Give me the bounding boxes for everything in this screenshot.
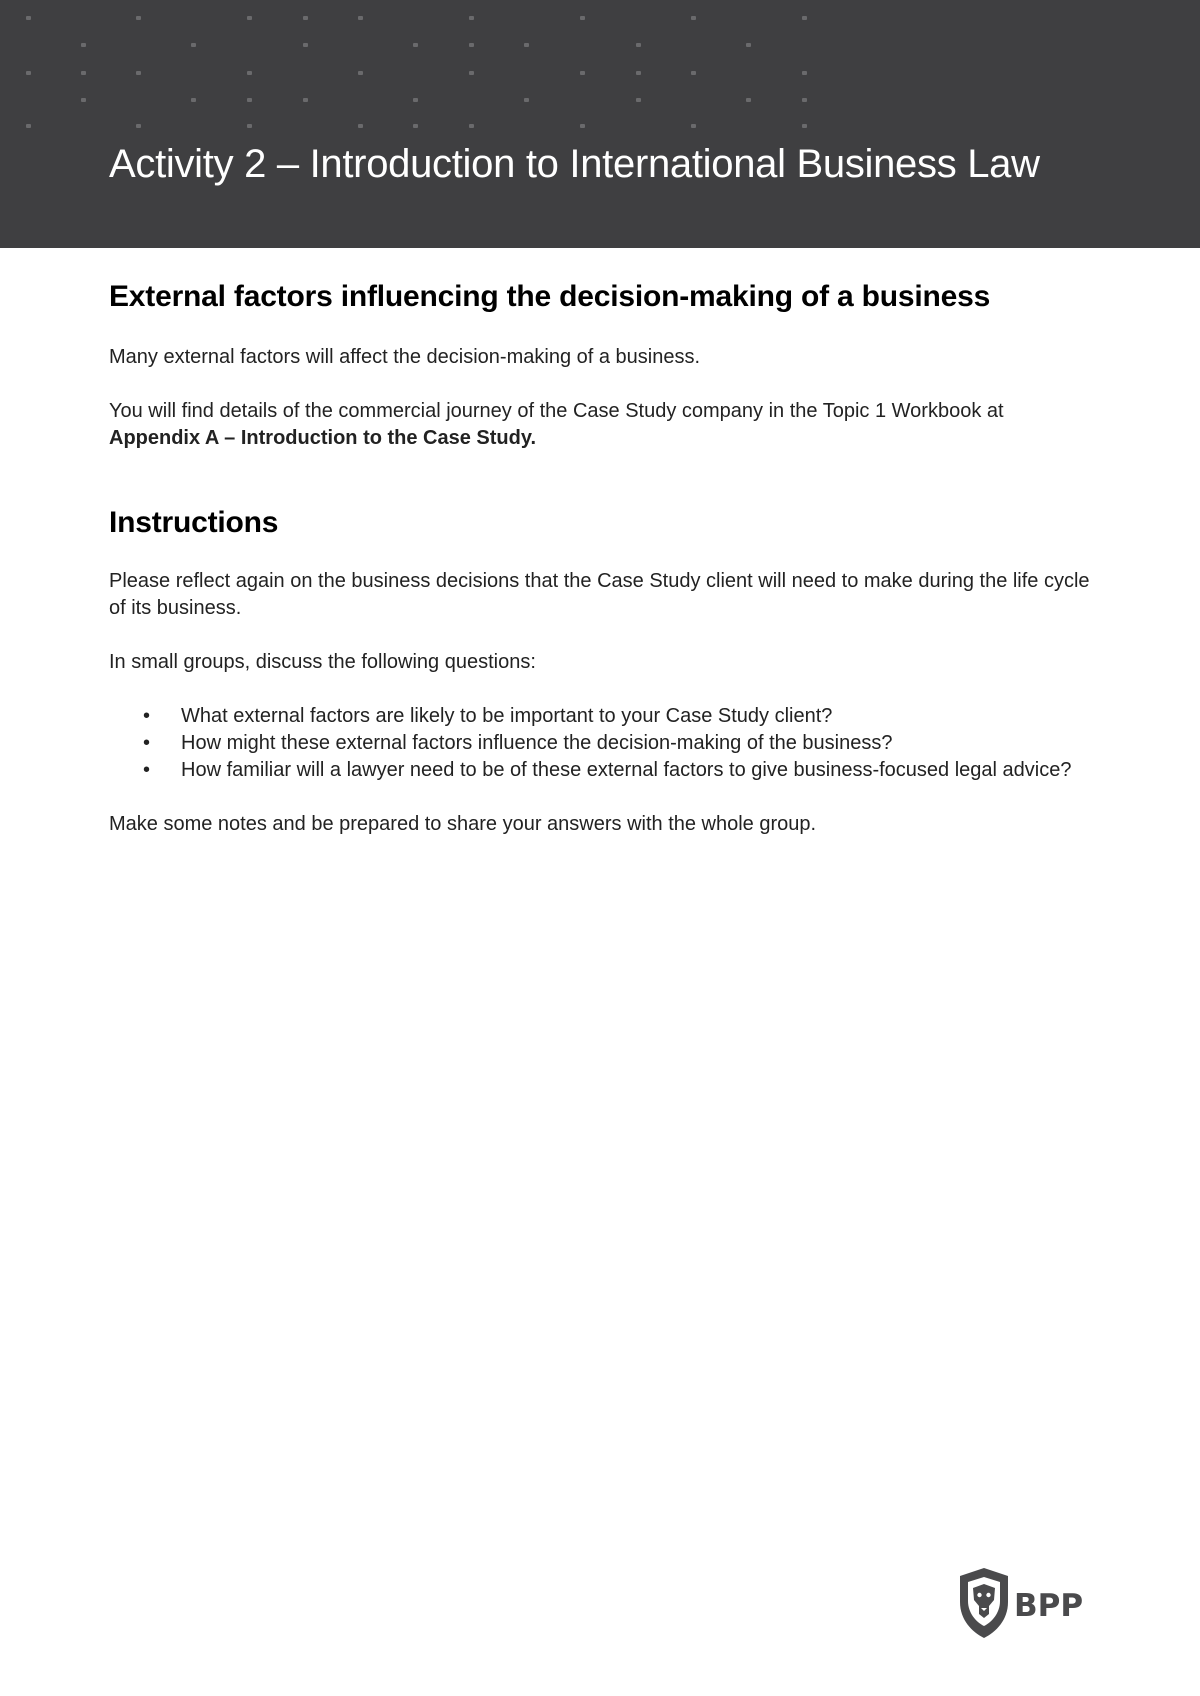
intro-paragraph: Many external factors will affect the decision-making of a business. bbox=[109, 346, 701, 368]
banner-dot bbox=[469, 71, 474, 75]
header-banner bbox=[0, 0, 1200, 248]
banner-dot bbox=[580, 16, 585, 20]
decorative-dot-pattern bbox=[0, 0, 1200, 248]
section-heading: External factors influencing the decision-making of a business bbox=[109, 280, 991, 313]
bpp-logo bbox=[958, 1568, 1094, 1638]
banner-dot bbox=[802, 16, 807, 20]
banner-dot bbox=[636, 43, 641, 47]
question-text: How might these external factors influence the decision-making of the business? bbox=[181, 732, 893, 754]
list-item bbox=[143, 730, 1099, 757]
banner-dot bbox=[358, 124, 363, 128]
banner-dot bbox=[691, 16, 696, 20]
details-paragraph bbox=[109, 398, 1099, 452]
banner-dot bbox=[26, 16, 31, 20]
page-title: Activity 2 – Introduction to International Business Law bbox=[109, 142, 1040, 186]
questions-list bbox=[109, 703, 1099, 784]
banner-dot bbox=[358, 16, 363, 20]
discuss-paragraph: In small groups, discuss the following questions: bbox=[109, 651, 536, 673]
lion-shield-icon bbox=[960, 1568, 1008, 1638]
banner-dot bbox=[636, 98, 641, 102]
appendix-reference: Appendix A – Introduction to the Case Study. bbox=[109, 427, 537, 449]
banner-dot bbox=[81, 43, 86, 47]
banner-dot bbox=[247, 98, 252, 102]
document-body bbox=[109, 280, 1099, 838]
banner-dot bbox=[413, 124, 418, 128]
bullet-icon: • bbox=[143, 759, 151, 781]
banner-dot bbox=[469, 16, 474, 20]
details-text: You will find details of the commercial journey of the Case Study company in the Topic 1 Workbook at bbox=[109, 400, 1004, 422]
logo-wordmark: BPP bbox=[1014, 1588, 1084, 1624]
banner-dot bbox=[136, 16, 141, 20]
banner-dot bbox=[26, 71, 31, 75]
banner-dot bbox=[191, 98, 196, 102]
banner-dot bbox=[303, 98, 308, 102]
banner-dot bbox=[413, 43, 418, 47]
banner-dot bbox=[469, 43, 474, 47]
question-text: What external factors are likely to be important to your Case Study client? bbox=[181, 705, 833, 727]
bullet-icon: • bbox=[143, 705, 151, 727]
banner-dot bbox=[802, 71, 807, 75]
list-item bbox=[143, 703, 1099, 730]
banner-dot bbox=[247, 71, 252, 75]
banner-dot bbox=[580, 124, 585, 128]
banner-dot bbox=[81, 71, 86, 75]
banner-dot bbox=[691, 124, 696, 128]
banner-dot bbox=[247, 124, 252, 128]
banner-dot bbox=[247, 16, 252, 20]
question-text: How familiar will a lawyer need to be of these external factors to give business-focused legal advice? bbox=[181, 759, 1072, 781]
banner-dot bbox=[636, 71, 641, 75]
closing-paragraph: Make some notes and be prepared to share your answers with the whole group. bbox=[109, 813, 817, 835]
banner-dot bbox=[303, 43, 308, 47]
banner-dot bbox=[81, 98, 86, 102]
banner-dot bbox=[303, 16, 308, 20]
banner-dot bbox=[746, 98, 751, 102]
reflect-paragraph: Please reflect again on the business decisions that the Case Study client will need to make during the life cycle of its business. bbox=[109, 570, 1090, 619]
banner-dot bbox=[802, 124, 807, 128]
banner-dot bbox=[746, 43, 751, 47]
bullet-icon: • bbox=[143, 732, 151, 754]
banner-dot bbox=[413, 98, 418, 102]
banner-dot bbox=[524, 43, 529, 47]
banner-dot bbox=[191, 43, 196, 47]
banner-dot bbox=[524, 98, 529, 102]
list-item bbox=[143, 757, 1099, 784]
banner-dot bbox=[136, 71, 141, 75]
banner-dot bbox=[802, 98, 807, 102]
banner-dot bbox=[691, 71, 696, 75]
banner-dot bbox=[26, 124, 31, 128]
instructions-heading: Instructions bbox=[109, 506, 279, 539]
banner-dot bbox=[136, 124, 141, 128]
banner-dot bbox=[469, 124, 474, 128]
banner-dot bbox=[358, 71, 363, 75]
banner-dot bbox=[580, 71, 585, 75]
